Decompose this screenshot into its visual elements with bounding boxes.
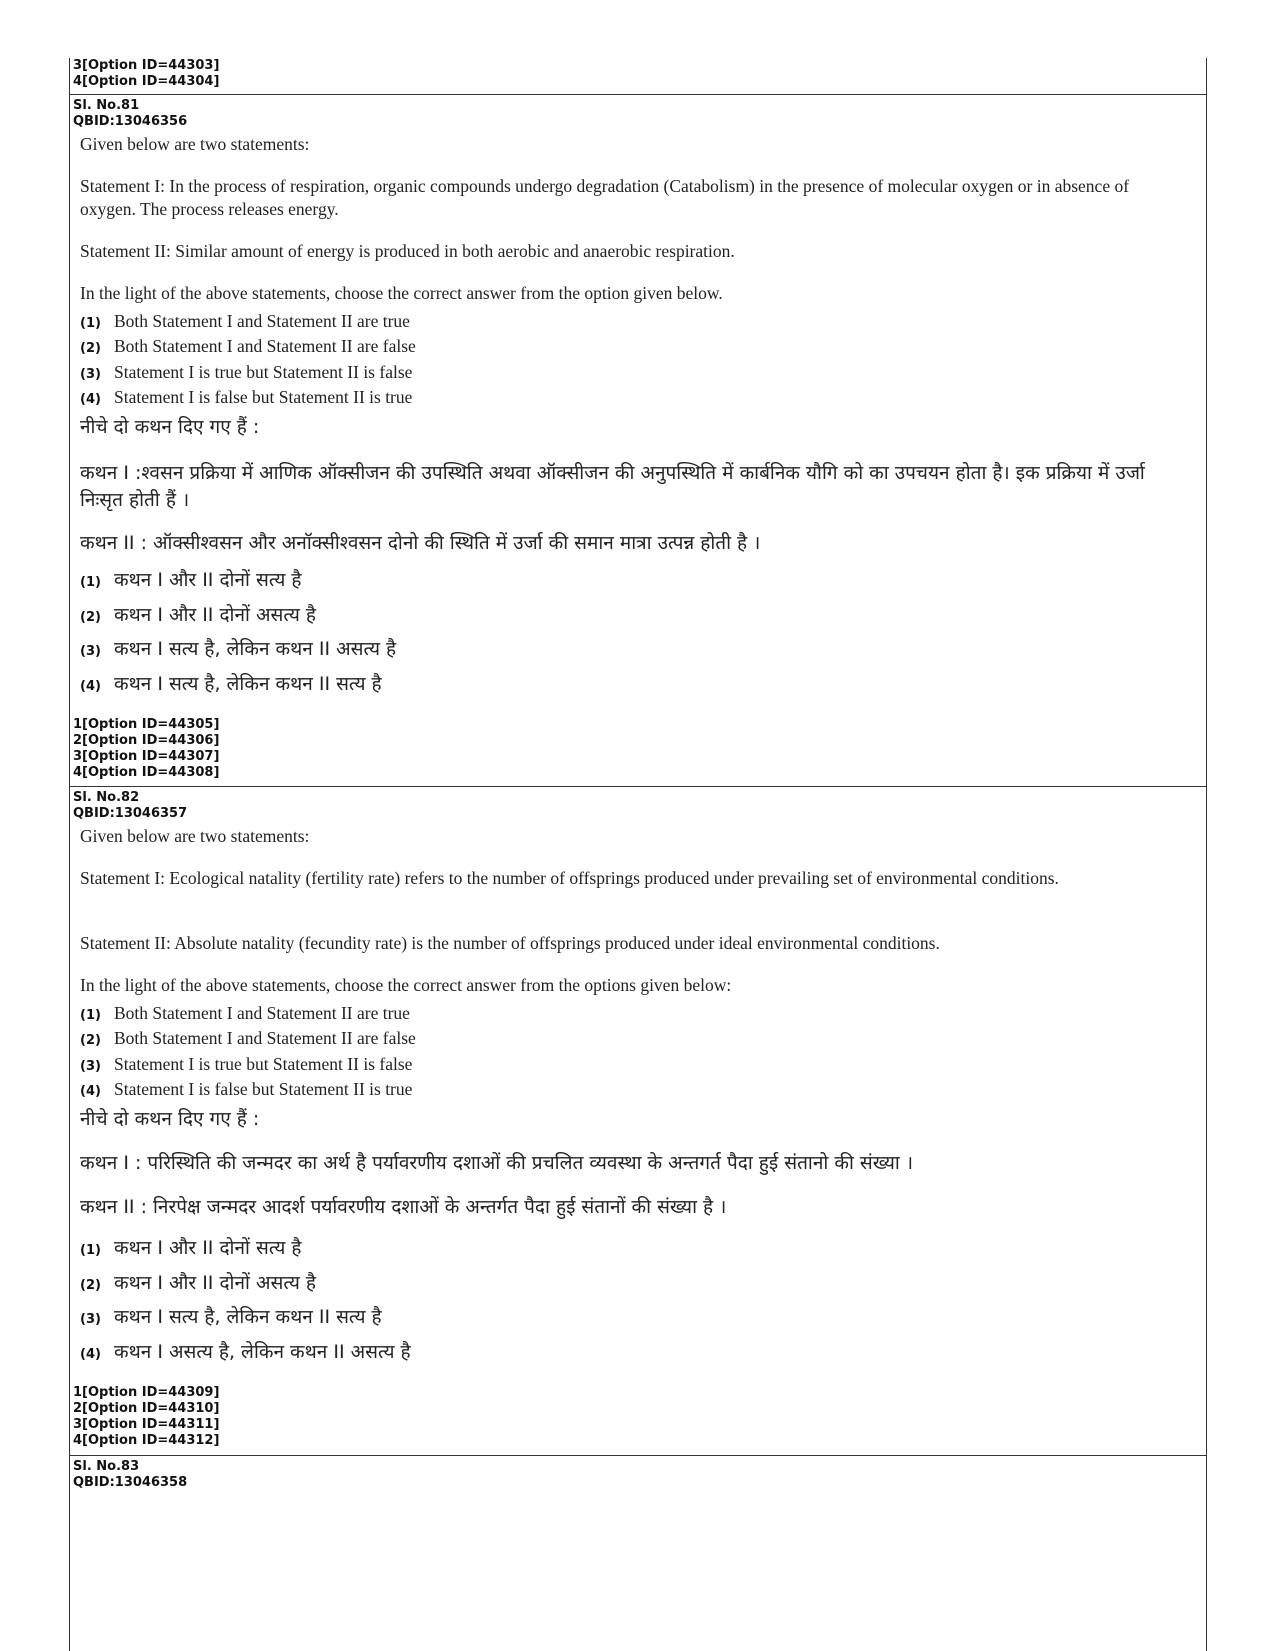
option-text: Both Statement I and Statement II are true [114, 311, 410, 331]
option-2[interactable] [80, 1028, 416, 1049]
question-83 [70, 1459, 1206, 1491]
qbid: QBID:13046357 [73, 806, 188, 821]
question-paper-frame [69, 58, 1207, 1651]
hindi-option-1[interactable] [80, 566, 301, 592]
statement-2: Statement II: Similar amount of energy is produced in both aerobic and anaerobic respiration. [80, 241, 735, 261]
option-3[interactable] [80, 362, 412, 383]
serial-number: Sl. No.81 [73, 98, 140, 113]
option-text: कथन I और II दोनों असत्य है [114, 604, 316, 626]
option-number: (2) [80, 1278, 101, 1293]
question-81 [70, 98, 1206, 784]
hindi-statement-1: कथन I :श्वसन प्रक्रिया में आणिक ऑक्सीजन की उपस्थिति अथवा ऑक्सीजन की अनुपस्थिति में कार्बनिक यौगि को का उपचयन होता है। इक प्रक्रिया में उर्जा निःसृत होती हैं । [80, 462, 1145, 511]
option-id-line: 3[Option ID=44303] [73, 58, 220, 73]
option-number: (3) [80, 644, 101, 659]
option-id-line: 1[Option ID=44309] [73, 1385, 220, 1400]
hindi-option-3[interactable] [80, 1303, 382, 1329]
option-text: Both Statement I and Statement II are true [114, 1003, 410, 1023]
option-number: (4) [80, 679, 101, 694]
hindi-option-2[interactable] [80, 1269, 316, 1295]
option-ids [70, 717, 219, 781]
hindi-intro: नीचे दो कथन दिए गए हैं : [80, 1108, 260, 1130]
option-number: (2) [80, 1033, 101, 1048]
statement-1: Statement I: In the process of respiration, organic compounds undergo degradation (Catabolism) in the presence of molecular oxygen or in absence of oxygen. The process releases energy. [80, 176, 1130, 219]
option-number: (4) [80, 392, 101, 407]
option-text: Statement I is true but Statement II is false [114, 362, 413, 382]
option-text: Both Statement I and Statement II are false [114, 1028, 416, 1048]
option-4[interactable] [80, 1079, 412, 1100]
serial-number: Sl. No.83 [73, 1459, 140, 1474]
option-number: (1) [80, 316, 101, 331]
option-text: कथन I सत्य है, लेकिन कथन II सत्य है [114, 673, 382, 695]
hindi-option-2[interactable] [80, 601, 316, 627]
option-3[interactable] [80, 1054, 412, 1075]
statement-1: Statement I: Ecological natality (fertility rate) refers to the number of offsprings produced under prevailing set of environmental conditions. [80, 868, 1059, 888]
hindi-statement-1: कथन I : परिस्थिति की जन्मदर का अर्थ है पर्यावरणीय दशाओं की प्रचलित व्यवस्था के अन्तगर्त पैदा हुई संतानो की संख्या । [80, 1152, 914, 1174]
divider [70, 94, 1206, 95]
statement-2: Statement II: Absolute natality (fecundity rate) is the number of offsprings produced under ideal environmental conditions. [80, 933, 940, 953]
option-number: (2) [80, 341, 101, 356]
option-text: Statement I is true but Statement II is false [114, 1054, 413, 1074]
option-id-line: 4[Option ID=44308] [73, 765, 220, 780]
hindi-option-3[interactable] [80, 635, 396, 661]
option-number: (1) [80, 1243, 101, 1258]
option-4[interactable] [80, 387, 412, 408]
option-text: Both Statement I and Statement II are false [114, 336, 416, 356]
option-number: (1) [80, 575, 101, 590]
option-1[interactable] [80, 311, 410, 332]
serial-number: Sl. No.82 [73, 790, 140, 805]
option-text: Statement I is false but Statement II is true [114, 1079, 413, 1099]
option-number: (3) [80, 367, 101, 382]
option-text: कथन I असत्य है, लेकिन कथन II असत्य है [114, 1341, 411, 1363]
option-id-line: 2[Option ID=44310] [73, 1401, 220, 1416]
option-id-line: 2[Option ID=44306] [73, 733, 220, 748]
option-number: (1) [80, 1008, 101, 1023]
option-text: कथन I और II दोनों सत्य है [114, 1237, 302, 1259]
option-id-line: 3[Option ID=44311] [73, 1417, 220, 1432]
previous-option-ids [70, 58, 1206, 90]
option-number: (3) [80, 1059, 101, 1074]
option-id-line: 4[Option ID=44304] [73, 74, 220, 89]
divider [70, 1455, 1206, 1456]
option-1[interactable] [80, 1003, 410, 1024]
qbid: QBID:13046356 [73, 114, 188, 129]
option-text: कथन I और II दोनों असत्य है [114, 1272, 316, 1294]
qbid: QBID:13046358 [73, 1475, 188, 1490]
option-id-line: 1[Option ID=44305] [73, 717, 220, 732]
option-number: (2) [80, 610, 101, 625]
option-text: कथन I और II दोनों सत्य है [114, 569, 302, 591]
option-id-line: 3[Option ID=44307] [73, 749, 220, 764]
hindi-option-1[interactable] [80, 1234, 301, 1260]
hindi-option-4[interactable] [80, 1338, 411, 1364]
hindi-option-4[interactable] [80, 670, 382, 696]
question-prompt: In the light of the above statements, choose the correct answer from the options given below: [80, 975, 732, 995]
question-intro: Given below are two statements: [80, 134, 310, 154]
option-text: कथन I सत्य है, लेकिन कथन II सत्य है [114, 1306, 382, 1328]
option-number: (4) [80, 1084, 101, 1099]
option-text: Statement I is false but Statement II is true [114, 387, 413, 407]
divider [70, 786, 1206, 787]
question-prompt: In the light of the above statements, choose the correct answer from the option given below. [80, 283, 723, 303]
option-2[interactable] [80, 336, 416, 357]
option-text: कथन I सत्य है, लेकिन कथन II असत्य है [114, 638, 397, 660]
hindi-statement-2: कथन II : निरपेक्ष जन्मदर आदर्श पर्यावरणीय दशाओं के अन्तर्गत पैदा हुई संतानों की संख्या है । [80, 1196, 727, 1218]
option-id-line: 4[Option ID=44312] [73, 1433, 220, 1448]
option-number: (3) [80, 1312, 101, 1327]
hindi-statement-2: कथन II : ऑक्सीश्वसन और अनॉक्सीश्वसन दोनो की स्थिति में उर्जा की समान मात्रा उत्पन्न होती है । [80, 532, 761, 554]
option-number: (4) [80, 1347, 101, 1362]
question-82 [70, 790, 1206, 1454]
question-intro: Given below are two statements: [80, 826, 310, 846]
option-ids [70, 1385, 219, 1449]
hindi-intro: नीचे दो कथन दिए गए हैं : [80, 416, 260, 438]
